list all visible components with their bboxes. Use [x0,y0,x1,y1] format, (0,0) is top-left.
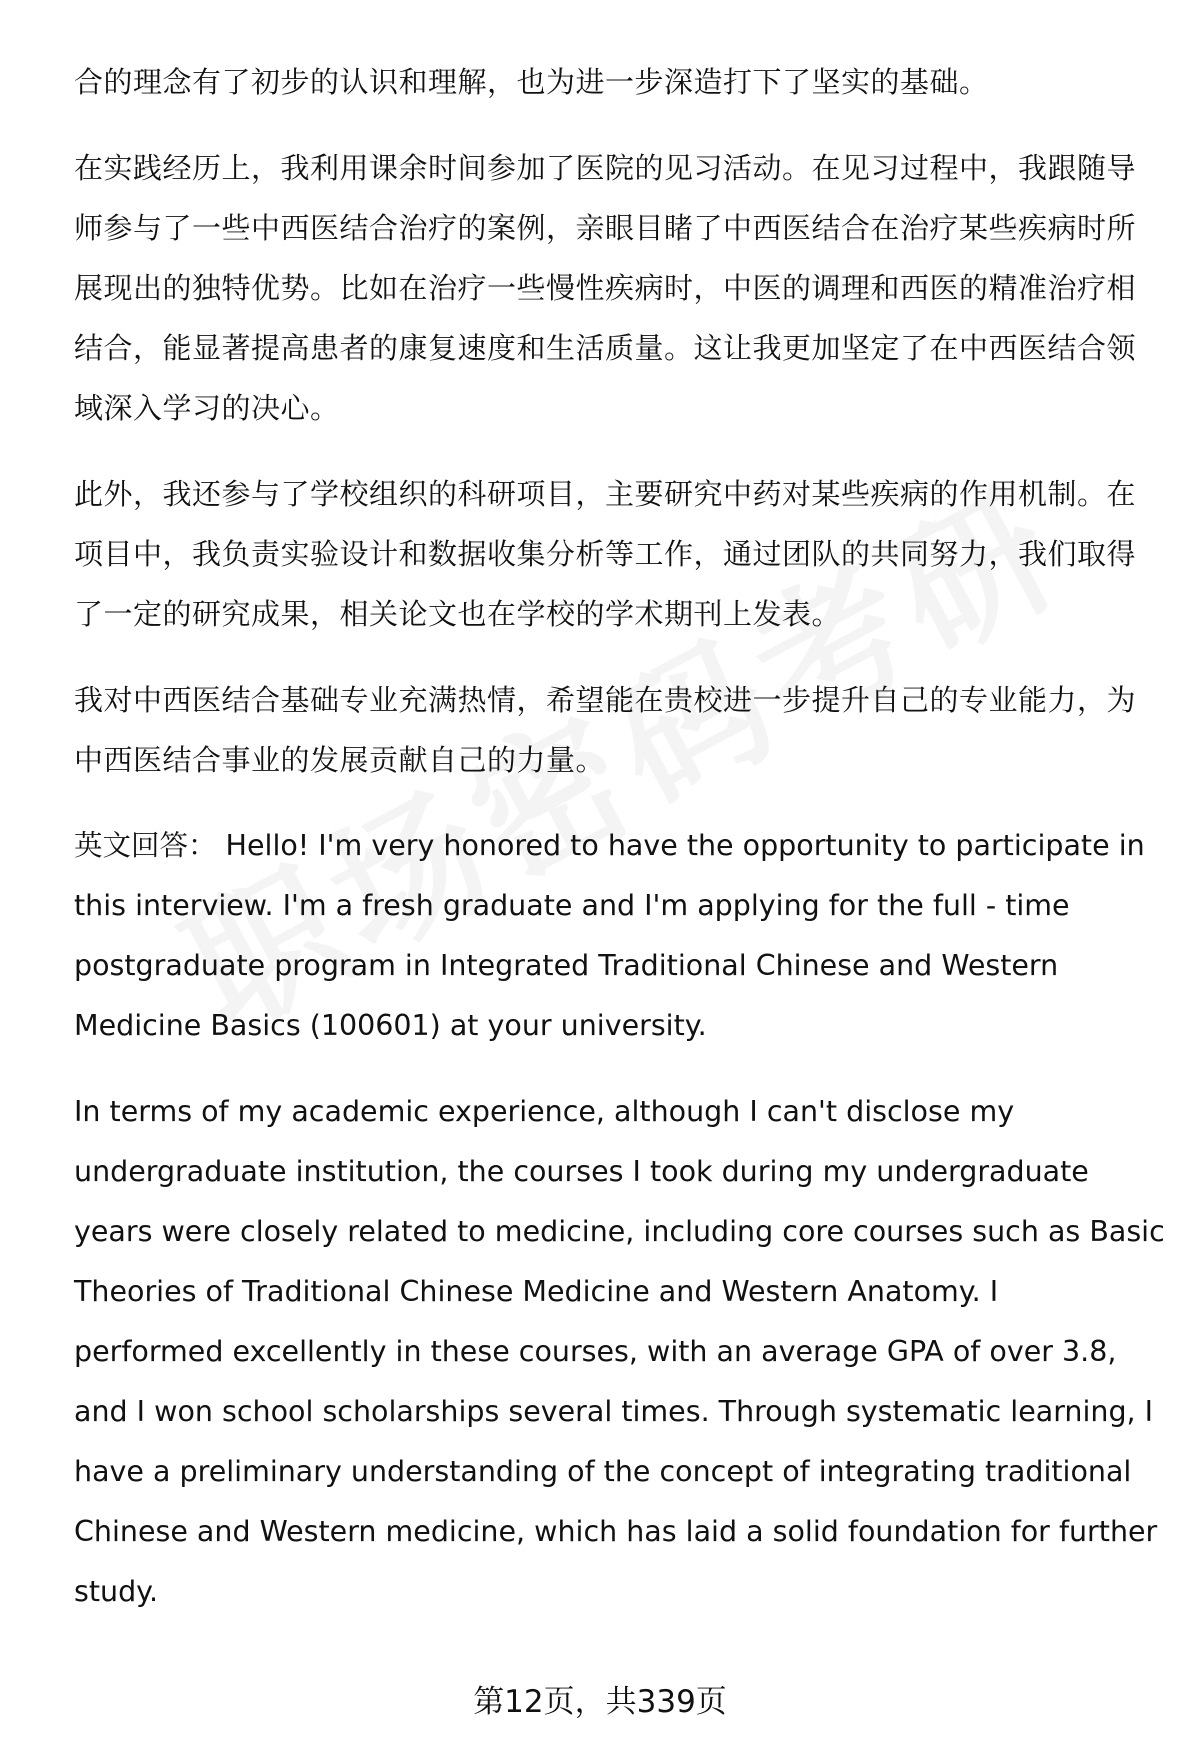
text-line: study. [74,1575,159,1608]
paragraph-6 [74,1082,1165,1622]
paragraph-2 [74,138,1154,438]
paragraph-5 [74,816,1154,1056]
text-line: 展现出的独特优势。比如在治疗一些慢性疾病时，中医的调理和西医的精准治疗相 [74,271,1137,305]
text-line: have a preliminary understanding of the concept of integrating traditional [74,1455,1132,1488]
text-line: 在实践经历上，我利用课余时间参加了医院的见习活动。在见习过程中，我跟随导 [74,151,1137,185]
text-line: this interview. I'm a fresh graduate and I'm applying for the full - time [74,889,1070,922]
text-line: Medicine Basics (100601) at your university. [74,1009,707,1042]
text-line: 结合，能显著提高患者的康复速度和生活质量。这让我更加坚定了在中西医结合领 [74,331,1137,365]
text-line: 此外，我还参与了学校组织的科研项目，主要研究中药对某些疾病的作用机制。在 [74,477,1137,511]
text-line: performed excellently in these courses, with an average GPA of over 3.8, [74,1335,1117,1368]
paragraph-1 [74,52,1154,112]
body-text [74,52,1165,1648]
text-line: 我对中西医结合基础专业充满热情，希望能在贵校进一步提升自己的专业能力，为 [74,683,1137,717]
text-line: 中西医结合事业的发展贡献自己的力量。 [74,743,606,777]
paragraph-3 [74,464,1154,644]
text-line: Theories of Traditional Chinese Medicine and Western Anatomy. I [74,1275,999,1308]
text-line: 英文回答： Hello! I'm very honored to have the opportunity to participate in [74,829,1145,862]
text-line: 师参与了一些中西医结合治疗的案例，亲眼目睹了中西医结合在治疗某些疾病时所 [74,211,1137,245]
text-line: 域深入学习的决心。 [74,391,340,425]
text-line: postgraduate program in Integrated Traditional Chinese and Western [74,949,1059,982]
text-line: years were closely related to medicine, including core courses such as Basic [74,1215,1165,1248]
text-line: 项目中，我负责实验设计和数据收集分析等工作，通过团队的共同努力，我们取得 [74,537,1137,571]
paragraph-4 [74,670,1154,790]
text-line: In terms of my academic experience, although I can't disclose my [74,1095,1015,1128]
text-line: 合的理念有了初步的认识和理解，也为进一步深造打下了坚实的基础。 [74,65,989,99]
page-number: 第12页，共339页 [473,1684,727,1720]
text-line: undergraduate institution, the courses I took during my undergraduate [74,1155,1089,1188]
text-line: Chinese and Western medicine, which has laid a solid foundation for further [74,1515,1158,1548]
text-line: 了一定的研究成果，相关论文也在学校的学术期刊上发表。 [74,597,842,631]
text-line: and I won school scholarships several times. Through systematic learning, I [74,1395,1154,1428]
